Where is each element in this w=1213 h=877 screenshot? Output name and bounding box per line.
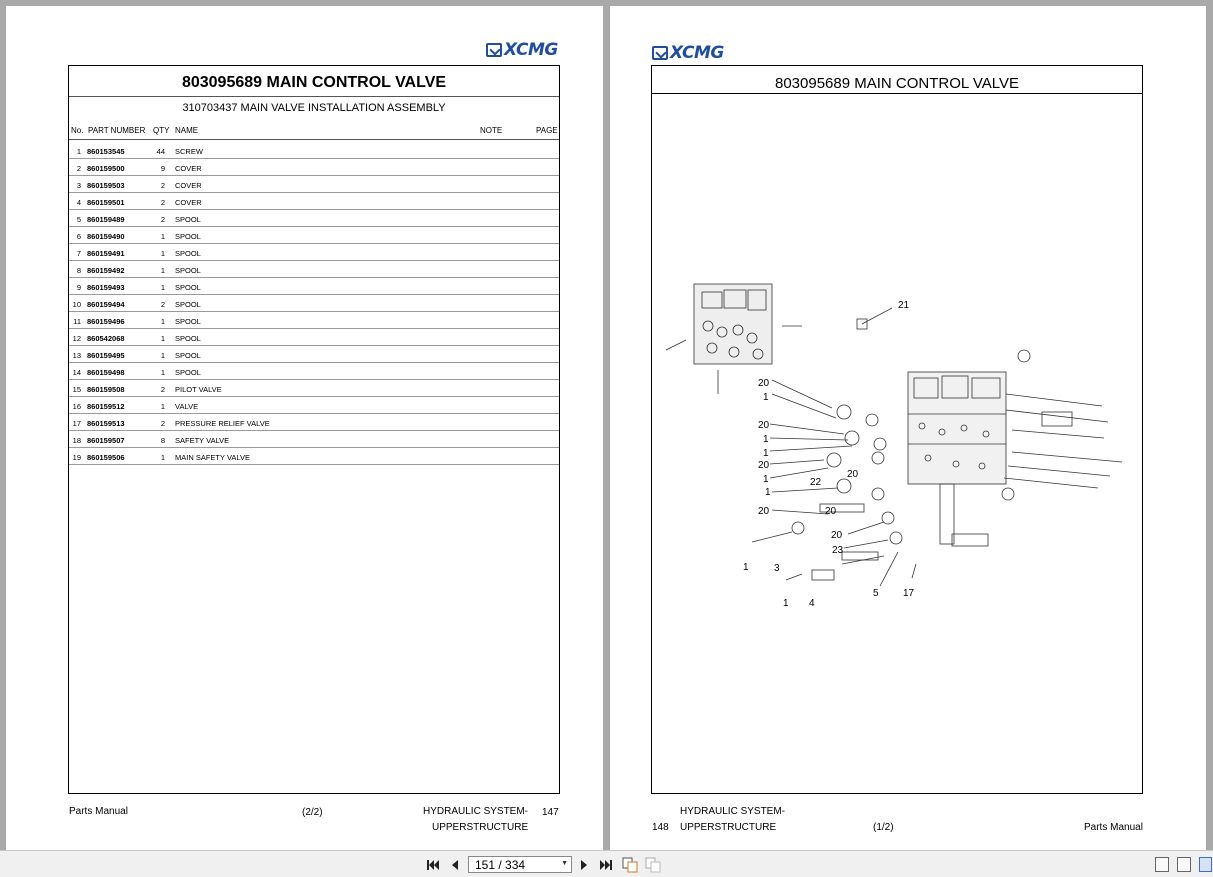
cell-qty: 1 (160, 232, 165, 241)
first-page-button[interactable] (425, 857, 441, 873)
cell-part-number: 860159500 (87, 164, 125, 173)
callout: 20 (758, 460, 770, 471)
cell-name: COVER (175, 181, 202, 190)
cell-qty: 1 (160, 317, 165, 326)
callout: 23 (832, 545, 844, 556)
callout: 1 (743, 562, 749, 573)
cell-no: 12 (72, 334, 81, 343)
cell-part-number: 860542068 (87, 334, 125, 343)
cell-part-number: 860159503 (87, 181, 125, 190)
page-148 (610, 6, 1206, 850)
cell-name: MAIN SAFETY VALVE (175, 453, 251, 462)
next-page-icon (579, 859, 589, 871)
cell-qty: 1 (160, 453, 165, 462)
last-page-icon (599, 859, 613, 871)
footer-section-2: UPPERSTRUCTURE (680, 822, 777, 833)
cell-name: SPOOL (175, 351, 201, 360)
callout: 1 (763, 448, 769, 459)
footer-sheet: (2/2) (302, 807, 323, 818)
table-row (69, 210, 559, 227)
col-qty: QTY (153, 126, 170, 135)
single-page-view-button[interactable] (1155, 857, 1169, 872)
cell-qty: 8 (160, 436, 165, 445)
page-number-input[interactable]: 151 / 334 ▼ (468, 856, 572, 873)
two-page-view-button[interactable] (1199, 857, 1212, 872)
xcmg-logo: XCMG (486, 40, 558, 60)
cell-part-number: 860159492 (87, 266, 125, 275)
callout: 21 (898, 300, 910, 311)
callout: 20 (758, 378, 770, 389)
table-row (69, 142, 559, 159)
table-row (69, 227, 559, 244)
cell-part-number: 860159491 (87, 249, 125, 258)
callout: 1 (783, 598, 789, 609)
cell-no: 19 (72, 453, 81, 462)
footer-sheet: (1/2) (873, 822, 894, 833)
callout: 20 (825, 506, 837, 517)
table-row (69, 159, 559, 176)
cell-name: SPOOL (175, 249, 201, 258)
cell-no: 16 (72, 402, 81, 411)
exploded-view-diagram (652, 94, 1141, 792)
table-row (69, 414, 559, 431)
callout: 4 (809, 598, 815, 609)
table-row (69, 397, 559, 414)
cell-name: PILOT VALVE (175, 385, 222, 394)
assembly-subtitle: 310703437 MAIN VALVE INSTALLATION ASSEMBLY (182, 102, 446, 114)
cell-qty: 9 (160, 164, 165, 173)
cell-part-number: 860159493 (87, 283, 125, 292)
title-divider (69, 96, 559, 97)
cell-no: 13 (72, 351, 81, 360)
cell-name: SCREW (175, 147, 203, 156)
callout: 1 (763, 392, 769, 403)
last-page-button[interactable] (598, 857, 614, 873)
cell-part-number: 860159490 (87, 232, 125, 241)
col-name: NAME (175, 126, 199, 135)
cell-qty: 1 (160, 266, 165, 275)
cell-part-number: 860159489 (87, 215, 125, 224)
cell-qty: 1 (160, 283, 165, 292)
cell-name: SPOOL (175, 232, 201, 241)
col-page: PAGE (536, 126, 558, 135)
cell-part-number: 860153545 (87, 147, 125, 156)
cell-no: 3 (76, 181, 81, 190)
iso-thumbnail (666, 284, 802, 394)
cell-name: PRESSURE RELIEF VALVE (175, 419, 270, 428)
cell-qty: 2 (160, 198, 165, 207)
table-row (69, 312, 559, 329)
copy-page-button[interactable] (622, 857, 638, 873)
cell-qty: 1 (160, 368, 165, 377)
cell-name: SPOOL (175, 283, 201, 292)
viewer-toolbar (0, 850, 1213, 877)
cell-part-number: 860159494 (87, 300, 125, 309)
parts-list-frame (68, 65, 560, 794)
cell-qty: 2 (160, 215, 165, 224)
table-row (69, 193, 559, 210)
cell-name: SAFETY VALVE (175, 436, 230, 445)
cell-name: COVER (175, 164, 202, 173)
callout: 20 (758, 420, 770, 431)
page-dropdown-chevron-icon[interactable]: ▼ (561, 860, 568, 867)
cell-no: 11 (73, 317, 81, 326)
footer-section-1: HYDRAULIC SYSTEM- (680, 806, 786, 817)
col-no: No. (71, 126, 84, 135)
cell-no: 4 (76, 198, 81, 207)
parts-table-body (69, 142, 559, 465)
callout: 1 (765, 487, 771, 498)
cell-part-number: 860159508 (87, 385, 125, 394)
table-row (69, 431, 559, 448)
bolt-parts (1002, 350, 1122, 500)
footer-page-number: 148 (652, 822, 669, 833)
cell-no: 6 (76, 232, 81, 241)
cell-qty: 1 (160, 351, 165, 360)
page-title: 803095689 MAIN CONTROL VALVE (181, 74, 447, 91)
cell-qty: 1 (160, 402, 165, 411)
cell-no: 1 (76, 147, 81, 156)
cell-qty: 2 (160, 300, 165, 309)
cell-name: SPOOL (175, 300, 201, 309)
xcmg-logo: XCMG (652, 43, 724, 63)
footer-section-2: UPPERSTRUCTURE (432, 822, 529, 833)
callout: 17 (903, 588, 915, 599)
cell-name: SPOOL (175, 266, 201, 275)
table-row (69, 244, 559, 261)
cell-no: 14 (72, 368, 81, 377)
parts-table-header (69, 124, 559, 140)
table-row (69, 176, 559, 193)
cell-qty: 1 (160, 249, 165, 258)
cell-no: 5 (76, 215, 81, 224)
valve-block (908, 372, 1006, 546)
cell-no: 10 (72, 300, 81, 309)
cell-name: SPOOL (175, 334, 201, 343)
page-147 (6, 6, 603, 850)
cell-name: VALVE (175, 402, 199, 411)
callout: 1 (763, 434, 769, 445)
table-row (69, 329, 559, 346)
cell-no: 2 (76, 164, 81, 173)
cell-qty: 2 (160, 385, 165, 394)
cell-no: 7 (76, 249, 81, 258)
footer-section-1: HYDRAULIC SYSTEM- (423, 806, 529, 817)
cell-no: 15 (72, 385, 81, 394)
cell-name: SPOOL (175, 317, 201, 326)
table-row (69, 363, 559, 380)
extract-page-icon (645, 857, 661, 873)
previous-page-button[interactable] (447, 857, 463, 873)
first-page-icon (426, 859, 440, 871)
cell-part-number: 860159495 (87, 351, 125, 360)
col-note: NOTE (480, 126, 503, 135)
cell-part-number: 860159501 (87, 198, 125, 207)
cell-part-number: 860159513 (87, 419, 125, 428)
cell-qty: 2 (160, 181, 165, 190)
footer-manual: Parts Manual (1084, 822, 1143, 833)
cell-name: COVER (175, 198, 202, 207)
callout: 20 (847, 469, 859, 480)
copy-page-icon (622, 857, 638, 873)
table-row (69, 448, 559, 465)
table-row (69, 278, 559, 295)
table-row (69, 380, 559, 397)
table-row (69, 346, 559, 363)
callout: 22 (810, 477, 822, 488)
cell-qty: 1 (160, 334, 165, 343)
callout: 20 (831, 530, 843, 541)
table-row (69, 261, 559, 278)
callout: 1 (763, 474, 769, 485)
cell-no: 18 (72, 436, 81, 445)
cell-part-number: 860159498 (87, 368, 125, 377)
footer-page-number: 147 (542, 807, 559, 818)
callout: 3 (774, 563, 780, 574)
cell-no: 17 (72, 419, 81, 428)
cell-no: 8 (76, 266, 81, 275)
cell-part-number: 860159507 (87, 436, 125, 445)
extract-page-button[interactable] (645, 857, 661, 873)
continuous-view-button[interactable] (1177, 857, 1191, 872)
cell-no: 9 (76, 283, 81, 292)
diagram-frame (651, 65, 1143, 794)
next-page-button[interactable] (576, 857, 592, 873)
cell-part-number: 860159506 (87, 453, 125, 462)
cell-part-number: 860159496 (87, 317, 125, 326)
col-part-number: PART NUMBER (88, 126, 146, 135)
footer-manual: Parts Manual (69, 806, 128, 817)
table-row (69, 295, 559, 312)
callout: 20 (758, 506, 770, 517)
xcmg-mark-icon (652, 46, 668, 60)
cell-name: SPOOL (175, 368, 201, 377)
cell-name: SPOOL (175, 215, 201, 224)
cell-qty: 2 (160, 419, 165, 428)
cell-qty: 44 (156, 147, 165, 156)
spool-parts (752, 405, 902, 580)
cell-part-number: 860159512 (87, 402, 125, 411)
xcmg-mark-icon (486, 43, 502, 57)
callout: 5 (873, 588, 879, 599)
previous-page-icon (450, 859, 460, 871)
page-title: 803095689 MAIN CONTROL VALVE (652, 66, 1142, 94)
